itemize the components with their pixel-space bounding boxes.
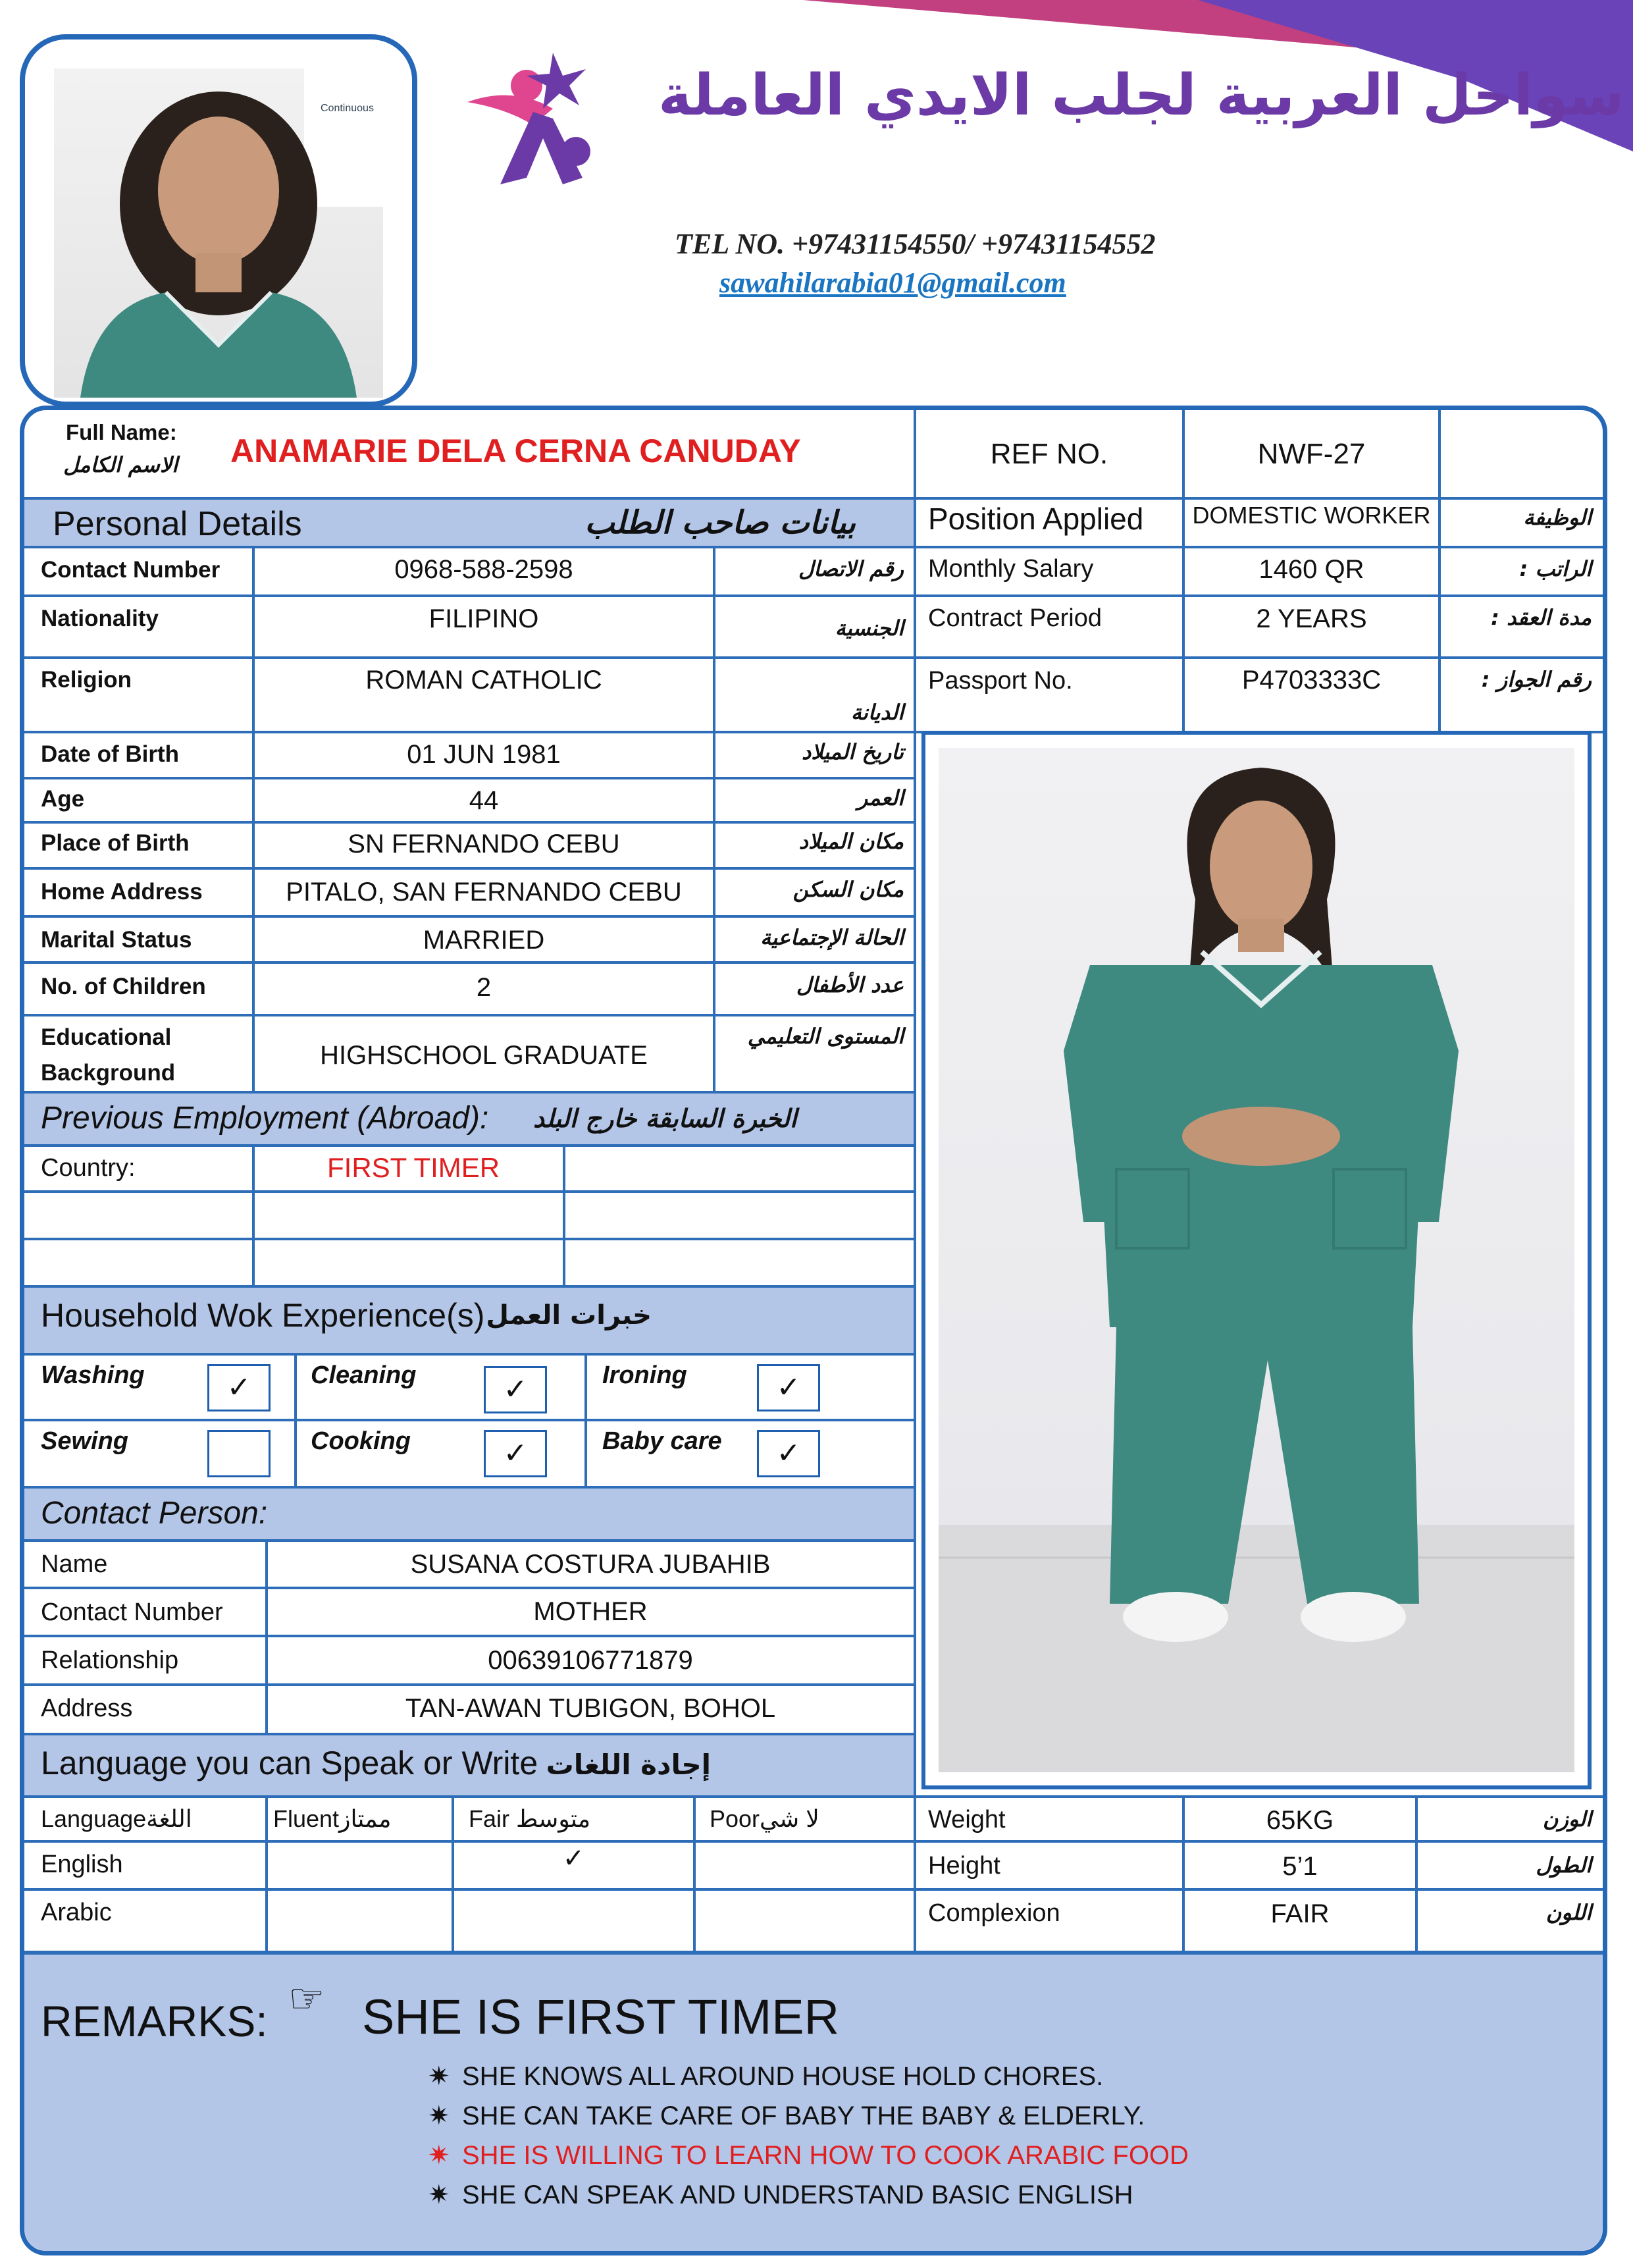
- marital-status-value: MARRIED: [423, 926, 545, 955]
- email-link[interactable]: sawahilarabia01@gmail.com: [719, 267, 1066, 299]
- bullet-star-icon: ✷: [428, 2061, 450, 2092]
- household-title: Household Wok Experience(s): [41, 1297, 485, 1334]
- remark-item: SHE CAN TAKE CARE OF BABY THE BABY & ELDERLY.: [462, 2101, 1145, 2130]
- remark-item: SHE KNOWS ALL AROUND HOUSE HOLD CHORES.: [462, 2062, 1104, 2091]
- nationality-value: FILIPINO: [428, 604, 539, 633]
- cleaning-label: Cleaning: [311, 1361, 417, 1389]
- washing-label: Washing: [41, 1361, 145, 1389]
- height-label: Height: [928, 1852, 1000, 1880]
- grid-line: [1415, 1795, 1418, 1952]
- height-arabic: الطول: [1536, 1853, 1592, 1878]
- household-title-arabic: خبرات العمل: [486, 1300, 652, 1331]
- remark-item: SHE CAN SPEAK AND UNDERSTAND BASIC ENGLISH: [462, 2180, 1133, 2209]
- date-of-birth-value: 01 JUN 1981: [407, 740, 561, 769]
- contract-period-value: 2 YEARS: [1256, 604, 1367, 633]
- grid-line: [24, 1683, 915, 1686]
- contact-number-label: Contact Number: [41, 557, 220, 583]
- grid-line: [914, 410, 916, 1953]
- sewing-label: Sewing: [41, 1427, 129, 1455]
- education-value: HIGHSCHOOL GRADUATE: [320, 1041, 648, 1070]
- pointing-hand-icon: ☞: [288, 1974, 325, 2022]
- weight-arabic: الوزن: [1542, 1806, 1592, 1832]
- language-col-header: Languageاللغة: [41, 1805, 192, 1832]
- contact-number-value: 0968-588-2598: [394, 555, 573, 584]
- remarks-headline: SHE IS FIRST TIMER: [362, 1990, 840, 2044]
- full-name-label: Full Name:: [66, 420, 177, 444]
- age-label: Age: [41, 786, 85, 812]
- grid-line: [24, 1285, 915, 1288]
- passport-no-label: Passport No.: [928, 667, 1073, 695]
- nationality-label: Nationality: [41, 606, 159, 631]
- applicant-portrait-photo: [54, 68, 383, 398]
- complexion-label: Complexion: [928, 1899, 1060, 1927]
- weight-label: Weight: [928, 1806, 1006, 1833]
- full-name-label-arabic: الاسم الكامل: [63, 452, 178, 477]
- company-logo: [454, 40, 606, 191]
- contact-address-value: TAN-AWAN TUBIGON, BOHOL: [405, 1694, 776, 1723]
- washing-checkbox[interactable]: ✓: [207, 1364, 271, 1411]
- grid-line: [265, 1795, 268, 1952]
- telephone-numbers: TEL NO. +97431154550/ +97431154552: [675, 228, 1156, 260]
- remark-item-highlight: SHE IS WILLING TO LEARN HOW TO COOK ARABIC FOOD: [462, 2141, 1189, 2170]
- children-arabic: عدد الأطفال: [796, 972, 904, 997]
- grid-line: [24, 1539, 915, 1542]
- previous-employment-title: Previous Employment (Abroad):: [41, 1101, 489, 1136]
- contact-number-person-label: Contact Number: [41, 1598, 223, 1626]
- marital-status-arabic: الحالة الإجتماعية: [760, 925, 904, 950]
- grid-line: [24, 1238, 915, 1240]
- complexion-value: FAIR: [1270, 1899, 1330, 1928]
- ref-no-value: NWF-27: [1257, 438, 1366, 470]
- languages-title-arabic: إجادة اللغات: [546, 1749, 711, 1781]
- personal-details-title: Personal Details: [53, 505, 302, 543]
- grid-line: [24, 1888, 1603, 1891]
- home-address-arabic: مكان السكن: [792, 877, 904, 902]
- grid-line: [24, 546, 1603, 548]
- grid-line: [24, 961, 915, 964]
- ironing-label: Ironing: [602, 1361, 687, 1389]
- grid-line: [24, 867, 915, 870]
- ref-no-label: REF NO.: [990, 438, 1108, 470]
- education-label-line2: Background: [41, 1060, 176, 1086]
- fluent-col-header: Fluentممتاز: [273, 1805, 392, 1832]
- contract-period-arabic: مدة العقد :: [1491, 605, 1592, 630]
- grid-line: [252, 1144, 255, 1285]
- monthly-salary-label: Monthly Salary: [928, 555, 1094, 583]
- language-arabic: Arabic: [41, 1899, 112, 1926]
- height-value: 5’1: [1282, 1852, 1318, 1881]
- grid-line: [713, 546, 715, 1091]
- bullet-star-icon: ✷: [428, 2101, 450, 2131]
- contact-number-arabic: رقم الاتصال: [798, 556, 904, 581]
- place-of-birth-label: Place of Birth: [41, 830, 190, 856]
- grid-line: [24, 1635, 915, 1637]
- portrait-badge-text: Continuous: [321, 103, 374, 114]
- contact-name-value: SUSANA COSTURA JUBAHIB: [410, 1550, 771, 1579]
- nationality-arabic: الجنسية: [835, 616, 904, 641]
- religion-label: Religion: [41, 667, 132, 693]
- grid-line: [24, 1144, 915, 1147]
- contract-period-label: Contract Period: [928, 604, 1102, 632]
- language-english: English: [41, 1851, 123, 1878]
- cooking-checkbox[interactable]: ✓: [484, 1430, 547, 1477]
- country-label: Country:: [41, 1154, 136, 1182]
- country-value: FIRST TIMER: [327, 1152, 500, 1183]
- contact-person-title: Contact Person:: [41, 1496, 268, 1531]
- monthly-salary-arabic: الراتب :: [1519, 556, 1592, 581]
- weight-value: 65KG: [1266, 1806, 1334, 1835]
- religion-arabic: الديانة: [850, 700, 904, 725]
- children-label: No. of Children: [41, 974, 206, 999]
- grid-line: [24, 1091, 915, 1094]
- ironing-checkbox[interactable]: ✓: [757, 1364, 820, 1411]
- date-of-birth-arabic: تاريخ الميلاد: [802, 739, 904, 764]
- education-label: Educational: [41, 1024, 172, 1050]
- monthly-salary-value: 1460 QR: [1258, 555, 1364, 584]
- education-arabic: المستوى التعليمي: [747, 1024, 904, 1049]
- relationship-value: 00639106771879: [488, 1646, 693, 1675]
- grid-line: [452, 1795, 454, 1952]
- contact-address-label: Address: [41, 1695, 133, 1722]
- grid-line: [24, 821, 915, 824]
- place-of-birth-value: SN FERNANDO CEBU: [348, 830, 620, 858]
- contact-name-label: Name: [41, 1550, 108, 1578]
- position-applied-arabic: الوظيفة: [1523, 505, 1592, 530]
- home-address-label: Home Address: [41, 879, 203, 905]
- grid-line: [24, 1486, 915, 1489]
- company-name-arabic: سواحل العربية لجلب الايدي العاملة: [658, 63, 1624, 128]
- remarks-label: REMARKS:: [41, 1997, 268, 2045]
- grid-line: [294, 1353, 297, 1486]
- relationship-label: Relationship: [41, 1647, 179, 1674]
- sewing-checkbox[interactable]: [207, 1430, 271, 1477]
- passport-no-value: P4703333C: [1241, 666, 1382, 695]
- date-of-birth-label: Date of Birth: [41, 741, 179, 767]
- poor-col-header: Poorلا شي: [710, 1805, 819, 1832]
- grid-line: [24, 1587, 915, 1589]
- age-arabic: العمر: [857, 785, 904, 810]
- languages-title: Language you can Speak or Write: [41, 1745, 538, 1781]
- grid-line: [693, 1795, 696, 1952]
- marital-status-label: Marital Status: [41, 927, 192, 953]
- place-of-birth-arabic: مكان الميلاد: [798, 829, 904, 854]
- grid-line: [24, 777, 915, 779]
- full-name-value: ANAMARIE DELA CERNA CANUDAY: [230, 433, 801, 469]
- religion-value: ROMAN CATHOLIC: [365, 666, 602, 695]
- grid-line: [563, 1144, 565, 1285]
- personal-details-title-arabic: بيانات صاحب الطلب: [584, 504, 856, 541]
- grid-line: [24, 1190, 915, 1193]
- age-value: 44: [469, 786, 499, 815]
- english-fair-mark: ✓: [562, 1843, 585, 1874]
- grid-line: [24, 1840, 1603, 1843]
- grid-line: [24, 1419, 915, 1421]
- passport-no-arabic: رقم الجواز :: [1481, 667, 1592, 692]
- position-applied-label: Position Applied: [928, 502, 1144, 536]
- home-address-value: PITALO, SAN FERNANDO CEBU: [286, 878, 682, 907]
- bullet-star-icon: ✷: [428, 2140, 450, 2171]
- bullet-star-icon: ✷: [428, 2180, 450, 2210]
- grid-line: [24, 594, 1603, 597]
- grid-line: [1438, 410, 1441, 731]
- baby-care-checkbox[interactable]: ✓: [757, 1430, 820, 1477]
- cooking-label: Cooking: [311, 1427, 411, 1455]
- complexion-arabic: اللون: [1545, 1900, 1592, 1925]
- previous-employment-title-arabic: الخبرة السابقة خارج البلد: [533, 1104, 797, 1133]
- baby-care-label: Baby care: [602, 1427, 722, 1455]
- position-applied-value: DOMESTIC WORKER: [1192, 502, 1431, 529]
- grid-line: [24, 1795, 1603, 1798]
- grid-line: [24, 1014, 915, 1016]
- grid-line: [24, 1733, 915, 1735]
- fair-col-header: Fair متوسط: [469, 1805, 591, 1832]
- grid-line: [24, 1951, 1603, 1955]
- applicant-portrait-frame: [20, 34, 417, 407]
- grid-line: [24, 915, 915, 918]
- applicant-full-body-photo: [921, 731, 1592, 1789]
- grid-line: [24, 656, 1603, 659]
- grid-line: [584, 1353, 587, 1486]
- grid-line: [24, 497, 1603, 500]
- grid-line: [24, 1353, 915, 1356]
- children-value: 2: [476, 973, 492, 1002]
- contact-number-person-value: MOTHER: [533, 1597, 648, 1626]
- cleaning-checkbox[interactable]: ✓: [484, 1366, 547, 1413]
